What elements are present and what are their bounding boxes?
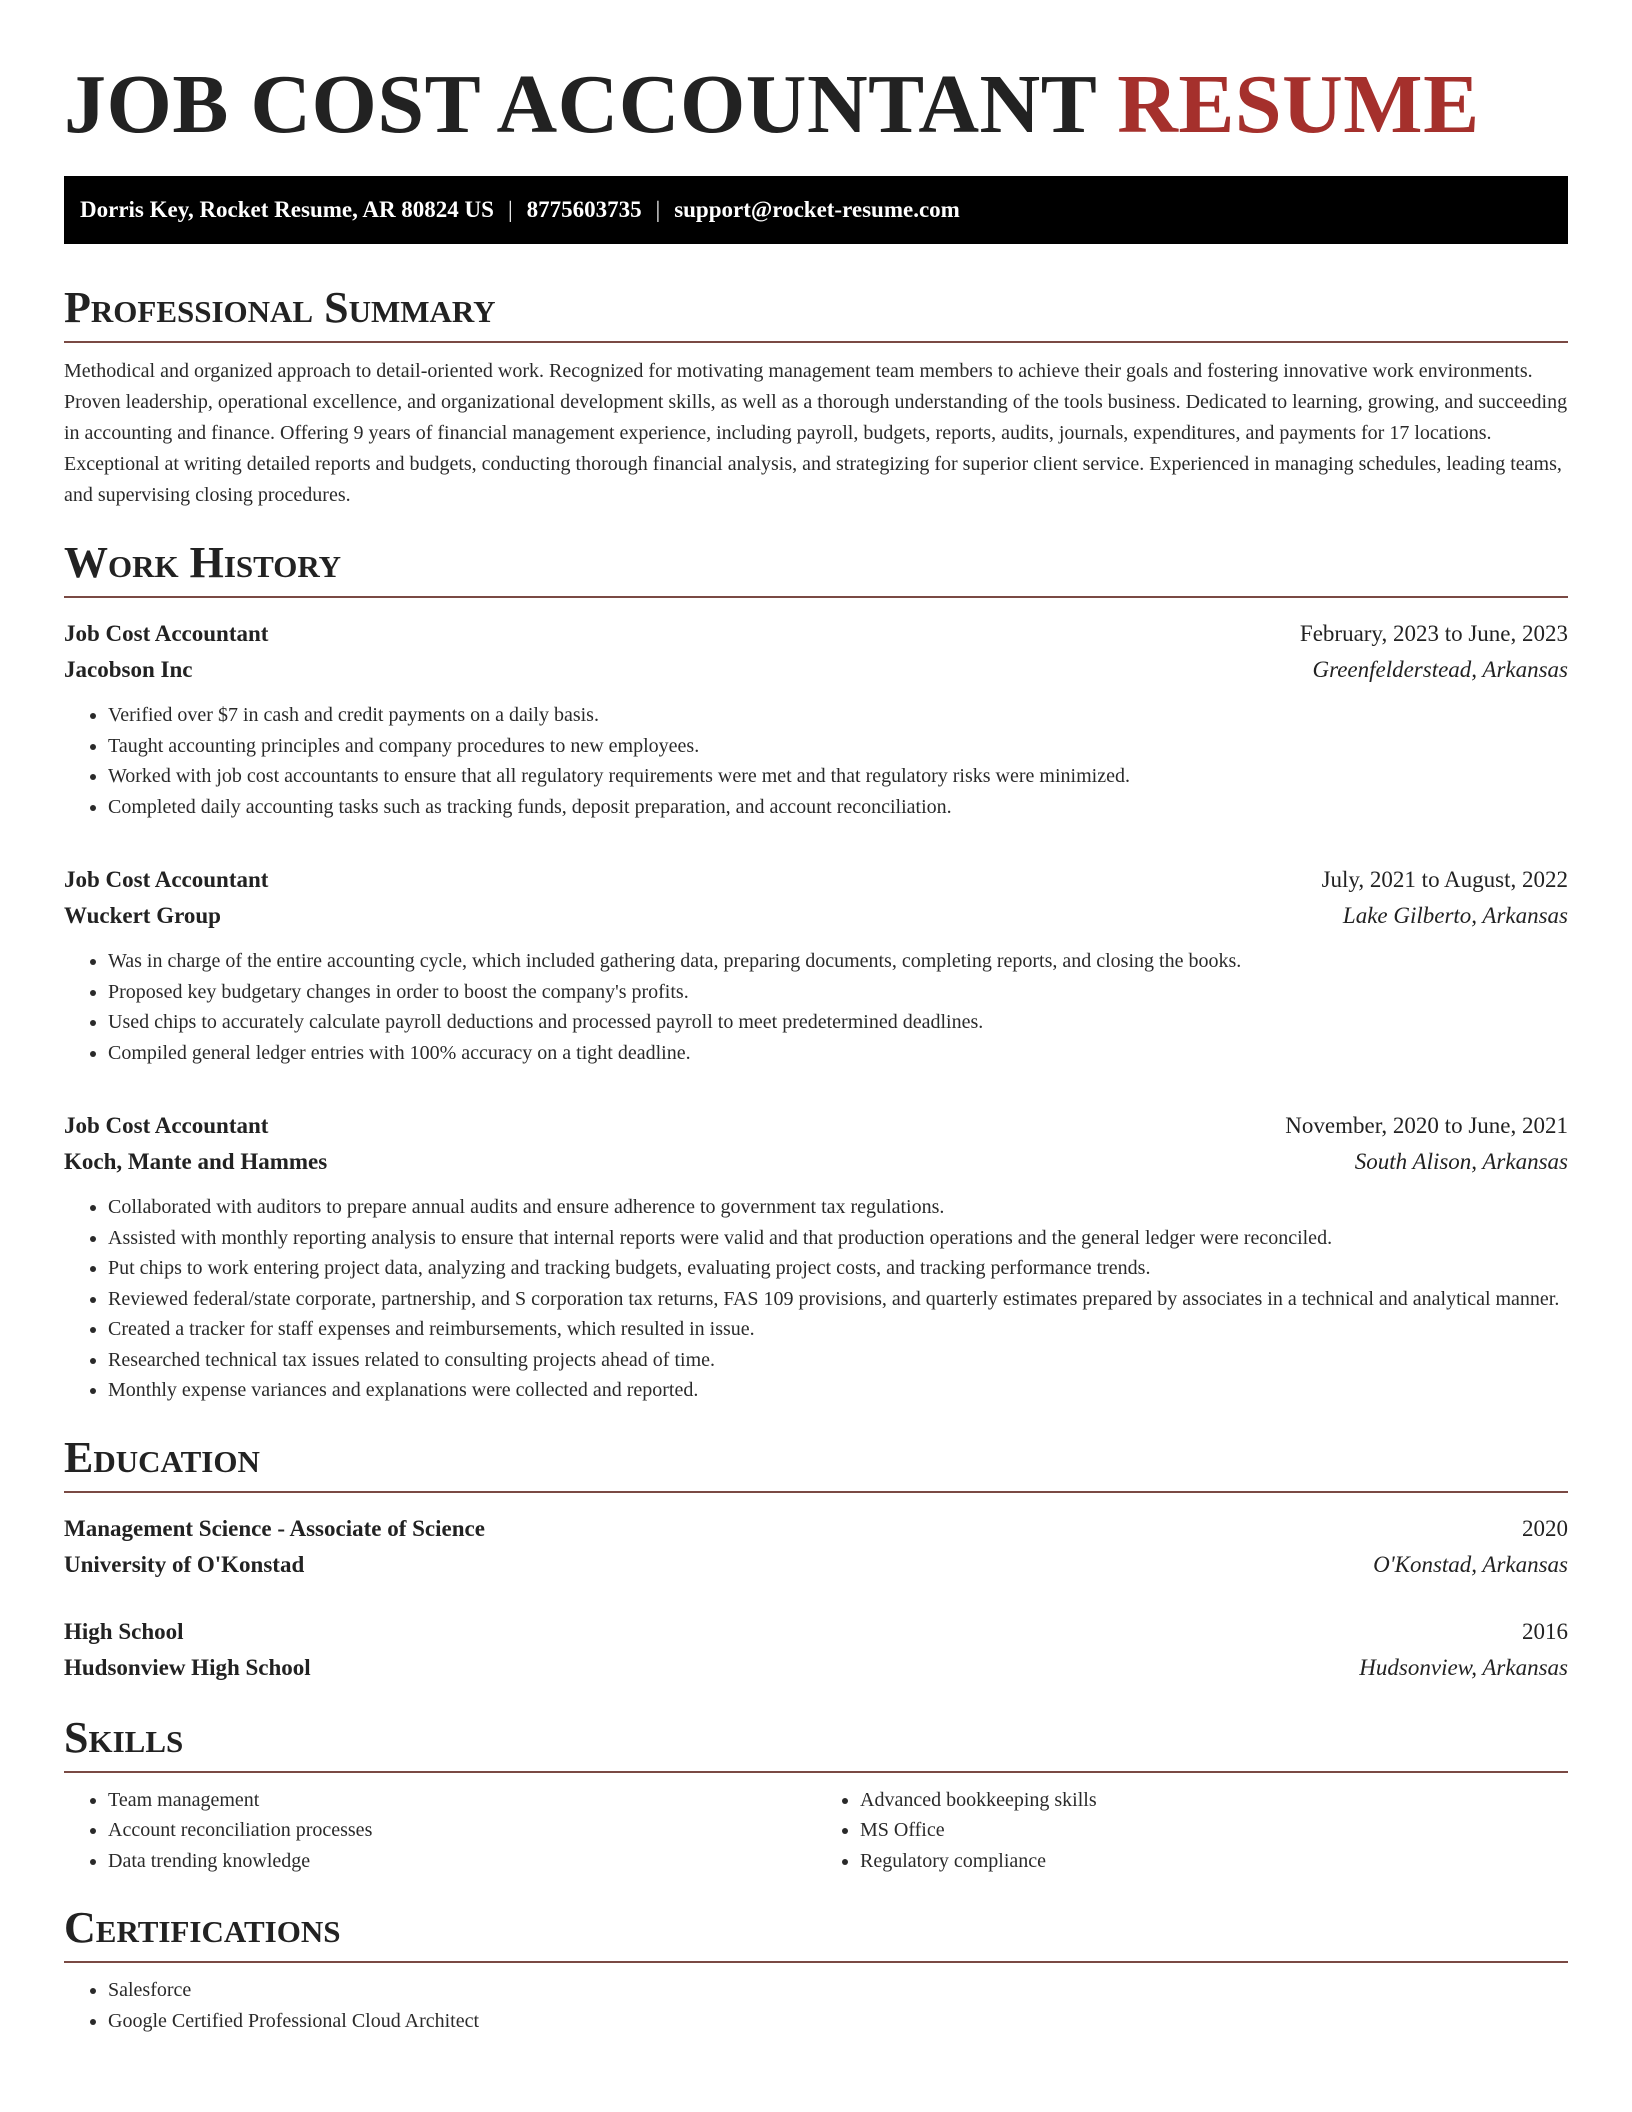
summary-text: Methodical and organized approach to detail-oriented work. Recognized for motivating management team members to achieve their goals and fostering innovative work environments. Proven leadership, operational excellence, and organizational development skills, as well as a thorough understanding of the tools business. Dedicated to learning, growing, and succeeding in accounting and finance. Offering 9 years of financial management experience, including payroll, budgets, reports, audits, journals, expenditures, and payments for 17 locations. Exceptional at writing detailed reports and budgets, conducting thorough financial analysis, and strategizing for superior client service. Experienced in managing schedules, leading teams, and supervising closing procedures. [64, 360, 1568, 506]
education-heading: Education [64, 1434, 1568, 1493]
certification-item: • Google Certified Professional Cloud Architect [108, 2006, 1568, 2037]
job-title: Job Cost Accountant [64, 867, 269, 892]
education-school: University of O'Konstad [64, 1551, 305, 1577]
summary-heading: Professional Summary [64, 284, 1568, 343]
skills-section [64, 1714, 1568, 1877]
skills-column-right [816, 1785, 1568, 1877]
title-main: JOB COST ACCOUNTANT [64, 58, 1096, 151]
education-year: 2016 [1522, 1618, 1568, 1644]
job-entry [64, 616, 1568, 822]
skills-grid [64, 1785, 1568, 1877]
work-history-section [64, 539, 1568, 1406]
education-year: 2020 [1522, 1515, 1568, 1541]
resume-title [64, 0, 1568, 156]
job-duty: • Was in charge of the entire accounting cycle, which included gathering data, preparing documents, completing reports, and closing the books. [108, 946, 1568, 977]
skill-item: • Data trending knowledge [108, 1846, 816, 1877]
job-title: Job Cost Accountant [64, 1113, 269, 1138]
job-entry [64, 862, 1568, 1068]
skills-column-left [64, 1785, 816, 1877]
skills-heading: Skills [64, 1714, 1568, 1773]
job-company: Wuckert Group [64, 903, 221, 928]
contact-bar [64, 176, 1568, 244]
job-duties [64, 700, 1568, 822]
skill-item: • Regulatory compliance [860, 1846, 1568, 1877]
job-duty: • Used chips to accurately calculate payroll deductions and processed payroll to meet predetermined deadlines. [108, 1007, 1568, 1038]
job-duty: • Verified over $7 in cash and credit payments on a daily basis. [108, 700, 1568, 731]
job-duty: • Worked with job cost accountants to ensure that all regulatory requirements were met and that regulatory risks were minimized. [108, 761, 1568, 792]
education-degree: High School [64, 1618, 184, 1644]
certifications-section [64, 1904, 1568, 2036]
education-entry [64, 1614, 1568, 1686]
education-location: O'Konstad, Arkansas [1373, 1551, 1568, 1577]
education-location: Hudsonview, Arkansas [1359, 1654, 1568, 1680]
job-location: Greenfelderstead, Arkansas [1312, 657, 1568, 682]
job-duty: • Researched technical tax issues related to consulting projects ahead of time. [108, 1345, 1568, 1376]
contact-phone: 8775603735 [526, 197, 642, 222]
job-location: South Alison, Arkansas [1354, 1149, 1568, 1174]
skill-item: • Team management [108, 1785, 816, 1816]
job-dates: July, 2021 to August, 2022 [1321, 867, 1568, 892]
education-degree: Management Science - Associate of Science [64, 1515, 485, 1541]
contact-email: support@rocket-resume.com [674, 197, 960, 222]
job-duty: • Monthly expense variances and explanations were collected and reported. [108, 1375, 1568, 1406]
education-entry [64, 1511, 1568, 1583]
job-duty: • Compiled general ledger entries with 100% accuracy on a tight deadline. [108, 1038, 1568, 1069]
skill-item: • MS Office [860, 1815, 1568, 1846]
summary-section [64, 284, 1568, 511]
job-duty: • Created a tracker for staff expenses and reimbursements, which resulted in issue. [108, 1314, 1568, 1345]
job-title: Job Cost Accountant [64, 621, 269, 646]
contact-separator: | [655, 197, 661, 222]
job-duty: • Completed daily accounting tasks such as tracking funds, deposit preparation, and account reconciliation. [108, 792, 1568, 823]
job-duty: • Taught accounting principles and company procedures to new employees. [108, 731, 1568, 762]
education-section [64, 1434, 1568, 1686]
certification-item: • Salesforce [108, 1975, 1568, 2006]
job-duty: • Proposed key budgetary changes in order to boost the company's profits. [108, 977, 1568, 1008]
certifications-heading: Certifications [64, 1904, 1568, 1963]
certifications-list [64, 1975, 1568, 2036]
contact-separator: | [507, 197, 513, 222]
job-dates: February, 2023 to June, 2023 [1299, 621, 1568, 646]
job-duty: • Collaborated with auditors to prepare annual audits and ensure adherence to government tax regulations. [108, 1192, 1568, 1223]
work-history-heading: Work History [64, 539, 1568, 598]
job-location: Lake Gilberto, Arkansas [1342, 903, 1568, 928]
job-duty: • Put chips to work entering project data, analyzing and tracking budgets, evaluating project costs, and tracking performance trends. [108, 1253, 1568, 1284]
job-company: Koch, Mante and Hammes [64, 1149, 328, 1174]
skill-item: • Account reconciliation processes [108, 1815, 816, 1846]
job-duties [64, 1192, 1568, 1406]
job-company: Jacobson Inc [64, 657, 193, 682]
education-school: Hudsonview High School [64, 1654, 311, 1680]
job-duties [64, 946, 1568, 1068]
job-dates: November, 2020 to June, 2021 [1285, 1113, 1568, 1138]
job-duty: • Reviewed federal/state corporate, partnership, and S corporation tax returns, FAS 109 provisions, and quarterly estimates prepared by associates in a technical and analytical manner. [108, 1284, 1568, 1315]
title-accent: RESUME [1117, 58, 1480, 151]
contact-address: Dorris Key, Rocket Resume, AR 80824 US [80, 197, 494, 222]
job-entry [64, 1108, 1568, 1406]
job-duty: • Assisted with monthly reporting analysis to ensure that internal reports were valid and that production operations and the general ledger were reconciled. [108, 1223, 1568, 1254]
skill-item: • Advanced bookkeeping skills [860, 1785, 1568, 1816]
